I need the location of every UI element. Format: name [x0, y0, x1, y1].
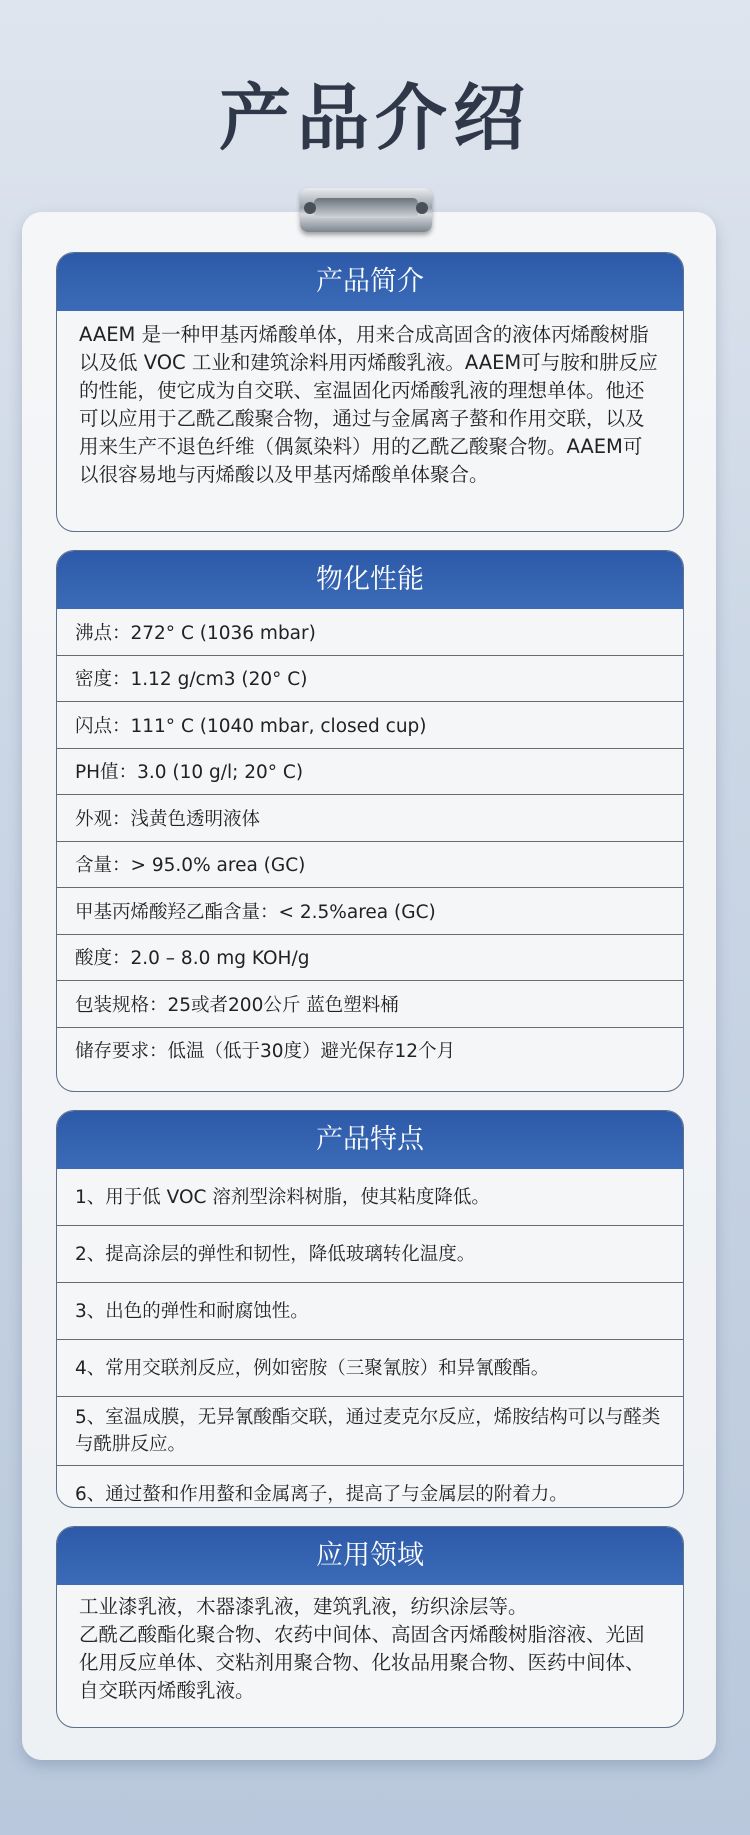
property-row: 外观：浅黄色透明液体: [57, 794, 683, 841]
applications-card: [56, 1526, 684, 1728]
features-heading: 产品特点: [57, 1111, 683, 1169]
properties-heading: 物化性能: [57, 551, 683, 609]
applications-text: [57, 1585, 683, 1719]
feature-row: 4、常用交联剂反应，例如密胺（三聚氰胺）和异氰酸酯。: [57, 1339, 683, 1396]
feature-row: 2、提高涂层的弹性和韧性，降低玻璃转化温度。: [57, 1225, 683, 1282]
property-row: 酸度：2.0 – 8.0 mg KOH/g: [57, 934, 683, 981]
properties-card: [56, 550, 684, 1092]
features-card: [56, 1110, 684, 1508]
feature-row: 1、用于低 VOC 溶剂型涂料树脂，使其粘度降低。: [75, 1186, 490, 1208]
property-row: 沸点：272° C (1036 mbar): [75, 622, 316, 644]
page-title: 产品介绍: [218, 76, 531, 160]
property-row: 含量：> 95.0% area (GC): [57, 841, 683, 888]
property-row: 闪点：111° C (1040 mbar, closed cup): [57, 701, 683, 748]
property-row: 包装规格：25或者200公斤 蓝色塑料桶: [57, 980, 683, 1027]
applications-line-2: 乙酰乙酸酯化聚合物、农药中间体、高固含丙烯酸树脂溶液、光固化用反应单体、交粘剂用聚合物、化妆品用聚合物、医药中间体、自交联丙烯酸乳液。: [79, 1623, 645, 1702]
property-row: PH值：3.0 (10 g/l; 20° C): [57, 748, 683, 795]
features-list: [57, 1169, 683, 1508]
feature-row: 3、出色的弹性和耐腐蚀性。: [57, 1282, 683, 1339]
intro-text: AAEM 是一种甲基丙烯酸单体，用来合成高固含的液体丙烯酸树脂以及低 VOC 工业和建筑涂料用丙烯酸乳液。AAEM可与胺和肼反应的性能，使它成为自交联、室温固化丙烯酸乳液的理想单体。他还可以应用于乙酰乙酸聚合物，通过与金属离子螯和作用交联，以及用来生产不退色纤维（偶氮染料）用的乙酰乙酸聚合物。AAEM可以很容易地与丙烯酸以及甲基丙烯酸单体聚合。: [79, 323, 658, 486]
property-row: 密度：1.12 g/cm3 (20° C): [57, 655, 683, 702]
property-row: 甲基丙烯酸羟乙酯含量：< 2.5%area (GC): [57, 887, 683, 934]
properties-list: [57, 609, 683, 1073]
feature-row: 6、通过螯和作用螯和金属离子，提高了与金属层的附着力。: [57, 1465, 683, 1508]
applications-line-1: 工业漆乳液，木器漆乳液，建筑乳液，纺织涂层等。: [79, 1595, 528, 1618]
property-row: 储存要求：低温（低于30度）避光保存12个月: [57, 1027, 683, 1074]
applications-heading: 应用领域: [57, 1527, 683, 1585]
feature-row: 5、室温成膜，无异氰酸酯交联，通过麦克尔反应，烯胺结构可以与醛类与酰肼反应。: [57, 1396, 683, 1465]
intro-card: [56, 252, 684, 532]
intro-heading: 产品简介: [57, 253, 683, 311]
clipboard-clip-icon: [300, 188, 432, 232]
